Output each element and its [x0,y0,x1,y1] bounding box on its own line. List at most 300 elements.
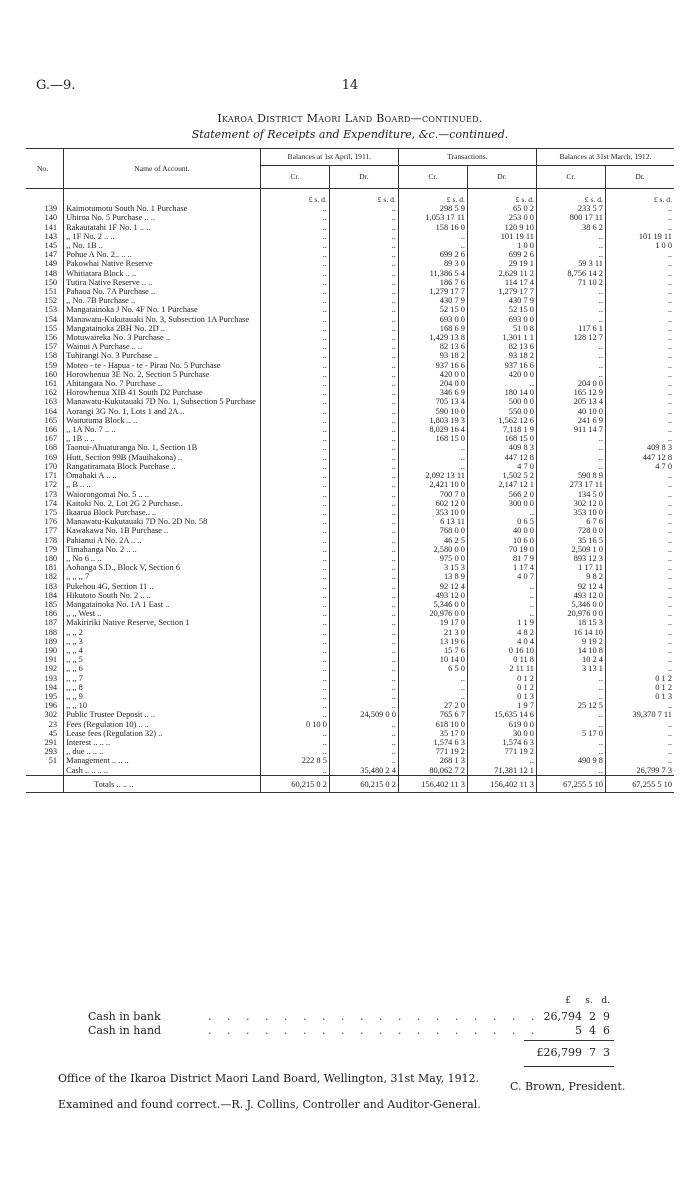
account-name: Waitutuma Block .. .. [64,416,261,425]
leader-dots: . . . . . . . . . . . . . . . . . . [208,1010,541,1023]
open-cr: .. [260,591,329,600]
units-label: £ s. d. [536,189,605,205]
table-row [26,305,674,314]
open-dr: .. [329,591,398,600]
open-cr: .. [260,296,329,305]
account-name: ,, 1A No. 7 .. .. [64,425,261,434]
table-row [26,756,674,765]
open-cr: .. [260,618,329,627]
table-row [26,526,674,535]
row-number: 155 [44,323,58,333]
open-cr: .. [260,655,329,664]
col-dr-header: Dr. [605,166,674,189]
table-row [26,223,674,232]
col-group-closing: Balances at 31st March, 1912. [536,149,674,166]
account-name: Manawatu-Kukutauaki No. 3, Subsection 1A Purchase [64,315,261,324]
close-cr: .. [536,462,605,471]
trans-cr: 52 15 0 [398,305,467,314]
trans-cr: 298 5 9 [398,204,467,213]
table-row [26,490,674,499]
cash-bank-label: Cash in bank [88,1010,161,1023]
row-number: 196 [44,701,58,711]
row-number: 156 [44,333,58,343]
account-name: Hikutoto South No. 2 .. .. [64,591,261,600]
open-dr: .. [329,628,398,637]
close-dr: .. [605,379,674,388]
row-number: 180 [44,553,58,563]
open-dr: .. [329,259,398,268]
account-name: Manawatu-Kukutauaki 7D No. 1, Subsection 5 Purchase [64,397,261,406]
row-number: 140 [44,213,58,223]
open-dr: .. [329,582,398,591]
open-dr: .. [329,517,398,526]
close-cr: .. [536,434,605,443]
open-cr: .. [260,204,329,213]
open-dr: .. [329,600,398,609]
table-row [26,379,674,388]
account-name: Lease fees (Regulation 32) .. [64,729,261,738]
close-cr: 302 12 0 [536,499,605,508]
account-name: ,, ,, 4 [64,646,261,655]
account-name: Horowhenua XIB 41 South D2 Purchase [64,388,261,397]
open-dr: .. [329,683,398,692]
trans-dr: 500 0 0 [467,397,536,406]
open-cr: .. [260,443,329,452]
open-dr: .. [329,646,398,655]
table-row [26,370,674,379]
open-dr: .. [329,618,398,627]
trans-dr: 937 16 6 [467,361,536,370]
trans-dr: 70 19 0 [467,545,536,554]
close-cr: 20,976 0 0 [536,609,605,618]
row-number: 154 [44,314,58,324]
table-row [26,664,674,673]
close-dr: 409 8 3 [605,443,674,452]
trans-dr: 29 19 1 [467,259,536,268]
close-cr: 92 12 4 [536,582,605,591]
close-dr: .. [605,287,674,296]
total-open-cr: 60,215 0 2 [260,775,329,792]
trans-cr: 975 0 0 [398,554,467,563]
open-cr: .. [260,462,329,471]
trans-dr: 82 13 6 [467,342,536,351]
table-row [26,572,674,581]
close-dr: .. [605,259,674,268]
close-cr: 204 0 0 [536,379,605,388]
close-cr: 493 12 0 [536,591,605,600]
table-row [26,508,674,517]
account-name: ,, ,, 8 [64,683,261,692]
account-name: ,, ,, 3 [64,637,261,646]
close-dr: .. [605,646,674,655]
open-dr: .. [329,499,398,508]
row-number: 179 [44,544,58,554]
row-number: 153 [44,305,58,315]
account-name: Mangatainoka No. 1A 1 East .. [64,600,261,609]
trans-cr: 3 15 3 [398,563,467,572]
trans-cr: 11,386 5 4 [398,269,467,278]
trans-cr: 82 13 6 [398,342,467,351]
table-row [26,600,674,609]
account-name: Manawatu-Kukutauaki 7D No. 2D No. 58 [64,517,261,526]
row-number: 183 [44,581,58,591]
trans-cr: 46 2 5 [398,536,467,545]
cash-bank-amount: 26,794 2 9 [543,1010,610,1023]
account-name: Public Trustee Deposit .. .. [64,710,261,719]
close-dr: .. [605,269,674,278]
close-cr: .. [536,443,605,452]
close-dr: 0 1 3 [605,692,674,701]
trans-cr: .. [398,683,467,692]
close-cr: 728 0 0 [536,526,605,535]
open-cr: .. [260,416,329,425]
trans-cr: 705 13 4 [398,397,467,406]
close-dr: .. [605,223,674,232]
table-row [26,637,674,646]
trans-cr: .. [398,232,467,241]
close-dr: .. [605,664,674,673]
table-row [26,692,674,701]
close-dr: .. [605,324,674,333]
trans-dr: 430 7 9 [467,296,536,305]
row-number: 191 [44,655,58,665]
open-dr: .. [329,416,398,425]
close-cr: .. [536,747,605,756]
trans-cr: 590 10 0 [398,407,467,416]
table-row [26,416,674,425]
account-name: ,, 1F No. 2 .. .. [64,232,261,241]
open-cr: .. [260,646,329,655]
trans-cr: 618 10 0 [398,720,467,729]
cash-hand-label: Cash in hand [88,1024,162,1037]
trans-dr: 114 17 4 [467,278,536,287]
open-dr: .. [329,554,398,563]
close-cr: .. [536,342,605,351]
row-number: 291 [44,737,58,747]
account-name: ,, ,, 5 [64,655,261,664]
table-row [26,333,674,342]
trans-cr: 168 6 9 [398,324,467,333]
trans-cr: 1,429 13 8 [398,333,467,342]
account-name: Interest .. .. .. [64,738,261,747]
close-dr: .. [605,250,674,259]
open-dr: .. [329,729,398,738]
trans-dr: 253 0 0 [467,213,536,222]
open-dr: .. [329,674,398,683]
open-dr: .. [329,223,398,232]
account-name: ,, ,, 6 [64,664,261,673]
trans-cr: 21 3 0 [398,628,467,637]
trans-cr: 27 2 0 [398,701,467,710]
account-name: Waiorongomai No. 5 .. .. [64,490,261,499]
open-cr: .. [260,232,329,241]
row-number: 158 [44,351,58,361]
close-dr: 4 7 0 [605,462,674,471]
table-row [26,361,674,370]
close-cr: 9 8 2 [536,572,605,581]
row-number: 169 [44,452,58,462]
close-dr: .. [605,351,674,360]
close-dr: .. [605,572,674,581]
trans-cr: .. [398,462,467,471]
close-cr: 9 19 2 [536,637,605,646]
open-cr: .. [260,480,329,489]
table-row [26,499,674,508]
trans-dr: 180 14 0 [467,388,536,397]
trans-dr: 619 0 0 [467,720,536,729]
table-row [26,582,674,591]
col-cr-header: Cr. [536,166,605,189]
trans-cr: 1,574 6 3 [398,738,467,747]
table-row [26,407,674,416]
close-dr: 0 1 2 [605,674,674,683]
trans-cr: 420 0 0 [398,370,467,379]
open-cr: .. [260,361,329,370]
trans-dr: .. [467,756,536,765]
close-dr: .. [605,370,674,379]
open-dr: .. [329,572,398,581]
open-dr: .. [329,508,398,517]
col-cr-header: Cr. [398,166,467,189]
account-name: ,, No. 7B Purchase .. [64,296,261,305]
open-dr: .. [329,747,398,756]
table-row [26,250,674,259]
open-dr: .. [329,471,398,480]
trans-cr: 2,092 13 11 [398,471,467,480]
examined-line: Examined and found correct.—R. J. Collins, Controller and Auditor-General. [58,1098,481,1111]
open-cr: .. [260,766,329,776]
trans-cr: 2,580 0 0 [398,545,467,554]
row-number: 293 [44,747,58,757]
table-row [26,729,674,738]
table-row [26,443,674,452]
row-number: 141 [44,222,58,232]
open-cr: .. [260,683,329,692]
table-row [26,232,674,241]
row-number: 167 [44,434,58,444]
table-row [26,342,674,351]
trans-dr: 52 15 0 [467,305,536,314]
total-trans-dr: 156,402 11 3 [467,775,536,792]
row-number: 186 [44,609,58,619]
open-dr: .. [329,241,398,250]
open-dr: .. [329,490,398,499]
account-name: ,, B .. .. [64,480,261,489]
close-dr: .. [605,738,674,747]
close-cr: 128 12 7 [536,333,605,342]
trans-cr: .. [398,674,467,683]
account-name: Rakautatahi 1F No. 1 .. .. [64,223,261,232]
table-row [26,563,674,572]
open-cr: .. [260,664,329,673]
close-dr: .. [605,471,674,480]
row-number: 148 [44,268,58,278]
close-cr: .. [536,370,605,379]
trans-cr: 768 0 0 [398,526,467,535]
close-dr: .. [605,747,674,756]
table-row [26,471,674,480]
table-row [26,480,674,489]
open-dr: .. [329,361,398,370]
table-row [26,397,674,406]
open-cr: .. [260,259,329,268]
close-cr: .. [536,232,605,241]
open-cr: .. [260,471,329,480]
trans-dr: 447 12 8 [467,453,536,462]
close-dr: .. [605,342,674,351]
units-label: £ s. d. [260,189,329,205]
close-cr: .. [536,250,605,259]
close-dr: .. [605,720,674,729]
sum-rule [524,1040,614,1041]
open-cr: .. [260,710,329,719]
row-number: 51 [48,756,58,766]
open-cr: .. [260,517,329,526]
trans-cr: 5,346 0 0 [398,600,467,609]
close-dr: .. [605,536,674,545]
trans-dr: 40 0 0 [467,526,536,535]
table-row [26,388,674,397]
close-cr: .. [536,692,605,701]
open-cr: .. [260,278,329,287]
close-cr: 5 17 0 [536,729,605,738]
open-dr: .. [329,453,398,462]
account-name: Rangatiramata Block Purchase .. [64,462,261,471]
page-ref: G.—9. [36,78,76,93]
open-dr: .. [329,250,398,259]
account-name: ,, ,, 7 [64,674,261,683]
open-cr: .. [260,508,329,517]
open-dr: .. [329,756,398,765]
close-cr: 911 14 7 [536,425,605,434]
units-label: £ s. d. [398,189,467,205]
trans-cr: 1,803 19 3 [398,416,467,425]
trans-dr: .. [467,582,536,591]
account-rows [26,204,674,775]
trans-dr: 1,502 5 2 [467,471,536,480]
account-name: Hutt, Section 99B (Mauihakona) .. [64,453,261,462]
close-cr: 893 12 3 [536,554,605,563]
open-dr: .. [329,545,398,554]
open-dr: .. [329,351,398,360]
trans-cr: 937 16 6 [398,361,467,370]
close-cr: .. [536,683,605,692]
trans-cr: 430 7 9 [398,296,467,305]
trans-cr: .. [398,241,467,250]
document-title: Ikaroa District Maori Land Board—continued. [217,112,483,125]
open-dr: .. [329,609,398,618]
cash-total-amount: £26,799 7 3 [536,1046,610,1059]
open-dr: .. [329,397,398,406]
row-number: 162 [44,388,58,398]
open-cr: .. [260,609,329,618]
open-cr: .. [260,342,329,351]
close-cr: .. [536,287,605,296]
trans-cr: 19 17 0 [398,618,467,627]
open-dr: .. [329,296,398,305]
trans-cr: 8,029 16 4 [398,425,467,434]
account-name: Cash .. .. .. .. [64,766,261,776]
account-name: Taonui-Ahuaturanga No. 1, Section 1B [64,443,261,452]
open-cr: .. [260,526,329,535]
open-dr: .. [329,655,398,664]
close-dr: .. [605,361,674,370]
table-row [26,628,674,637]
open-cr: .. [260,324,329,333]
open-dr: .. [329,305,398,314]
open-cr: .. [260,545,329,554]
accounts-table [26,148,674,793]
close-cr: .. [536,674,605,683]
close-cr: 25 12 5 [536,701,605,710]
close-cr: 71 10 2 [536,278,605,287]
trans-dr: 699 2 6 [467,250,536,259]
total-close-dr: 67,255 5 10 [605,775,674,792]
row-number: 178 [44,535,58,545]
row-number: 181 [44,563,58,573]
row-number: 166 [44,425,58,435]
close-dr: .. [605,416,674,425]
totals-row [26,775,674,792]
close-dr: 26,799 7 3 [605,766,674,776]
sum-rule-double [524,1066,614,1067]
close-dr: .. [605,499,674,508]
open-dr: .. [329,407,398,416]
close-dr: .. [605,480,674,489]
col-no-header: No. [26,149,64,189]
trans-cr: .. [398,453,467,462]
open-cr: .. [260,536,329,545]
table-row [26,434,674,443]
row-number: 145 [44,241,58,251]
trans-dr: 1 1 9 [467,618,536,627]
close-dr: .. [605,397,674,406]
table-row [26,554,674,563]
trans-dr: 120 9 10 [467,223,536,232]
account-name: ,, ,, 9 [64,692,261,701]
trans-cr: 602 12 0 [398,499,467,508]
table-row [26,683,674,692]
open-cr: .. [260,572,329,581]
table-row [26,213,674,222]
row-number: 163 [44,397,58,407]
row-number: 143 [44,231,58,241]
trans-dr: 566 2 0 [467,490,536,499]
open-cr: .. [260,674,329,683]
open-dr: .. [329,333,398,342]
table-row [26,674,674,683]
trans-cr: 35 17 0 [398,729,467,738]
trans-dr: .. [467,600,536,609]
close-dr: .. [605,296,674,305]
open-dr: .. [329,536,398,545]
open-dr: .. [329,213,398,222]
trans-cr: 10 14 0 [398,655,467,664]
row-number: 176 [44,517,58,527]
close-cr: .. [536,296,605,305]
open-dr: .. [329,443,398,452]
open-dr: .. [329,563,398,572]
close-cr: .. [536,305,605,314]
account-name: Mangatainoka J No. 4F No. 1 Purchase [64,305,261,314]
open-dr: .. [329,269,398,278]
account-name: Motuwaireka No. 3 Purchase .. [64,333,261,342]
trans-cr: 693 0 0 [398,315,467,324]
trans-dr: 0 1 2 [467,683,536,692]
open-dr: .. [329,664,398,673]
row-number: 147 [44,250,58,260]
close-cr: 10 2 4 [536,655,605,664]
